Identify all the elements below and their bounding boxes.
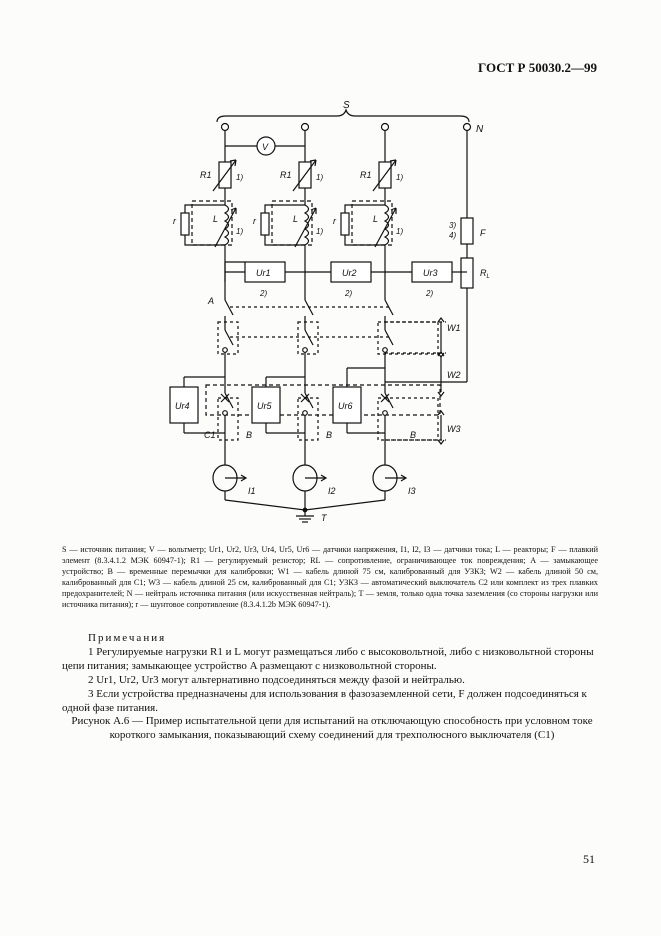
phase-terminal-3 xyxy=(382,124,389,131)
note-item-1: 1 Регулируемые нагрузки R1 и L могут размещаться либо с высоковольтной, либо с низковольтной стороны цепи питания; замыкающее устройство A размещают с низковольтной стороны. xyxy=(62,646,594,672)
fuse-label: F xyxy=(480,228,486,238)
neutral-label: N xyxy=(476,124,484,135)
note-ref-2-b: 2) xyxy=(345,289,353,298)
closing-device-label: A xyxy=(208,296,215,306)
document-header: ГОСТ Р 50030.2—99 xyxy=(478,60,597,75)
sensor-ur3-label: Ur3 xyxy=(423,268,438,278)
reactor-label-1: L xyxy=(213,214,219,224)
notes-title: Примечания xyxy=(88,632,167,644)
earth-label: T xyxy=(321,513,327,523)
earth-symbol xyxy=(296,510,314,522)
phase-terminal-2 xyxy=(302,124,309,131)
jumper-b-lower xyxy=(218,398,238,440)
sensor-ur5-label: Ur5 xyxy=(257,401,272,411)
reactor-label-3: L xyxy=(373,214,379,224)
note-ref-r1-3: 1) xyxy=(396,173,404,182)
jumper-label-1: B xyxy=(246,430,253,440)
current-i3-label: I3 xyxy=(408,486,416,496)
resistor-r1-phase-2 xyxy=(293,160,316,191)
breaker-c1-enclosure xyxy=(206,385,440,415)
figure-caption: Рисунок А.6 — Пример испытательной цепи для испытаний на отключающую способность при условном токе короткого замыкания, показывающий схему соединений для трехполюсного выключателя (C1) xyxy=(71,715,593,741)
jumper-b-lower-3 xyxy=(378,398,438,440)
jumper-b-lower-2 xyxy=(298,398,318,440)
reactor-label-2: L xyxy=(293,214,299,224)
page-number: 51 xyxy=(583,852,595,866)
note-ref-2-c: 2) xyxy=(426,289,434,298)
resistor-r1-phase-1 xyxy=(213,160,236,191)
cable-w3-label: W3 xyxy=(447,424,461,434)
reactor-l-phase-1 xyxy=(181,201,236,247)
resistor-label-2: R1 xyxy=(280,170,292,180)
jumper-b-upper-2 xyxy=(298,322,318,354)
voltmeter-label: V xyxy=(262,142,269,152)
cable-w1-label: W1 xyxy=(447,323,461,333)
sensor-ur6-label: Ur6 xyxy=(338,401,353,411)
note-ref-r1-1: 1) xyxy=(236,173,244,182)
shunt-label-3: r xyxy=(333,216,336,226)
source-label: S xyxy=(343,100,350,111)
jumper-label-3: B xyxy=(410,430,417,440)
neutral-terminal xyxy=(464,124,471,131)
note-item-3: 3 Если устройства предназначены для использования в фазозаземленной сети, F должен подсоединяться к одной фазе питания. xyxy=(62,688,587,714)
cable-w2-label: W2 xyxy=(447,370,461,380)
resistor-label-1: R1 xyxy=(200,170,212,180)
jumper-b-upper xyxy=(218,322,238,354)
fuse-f xyxy=(461,218,473,244)
resistor-label-3: R1 xyxy=(360,170,372,180)
source-brace xyxy=(217,110,469,122)
current-i2-label: I2 xyxy=(328,486,336,496)
resistor-r1-phase-3 xyxy=(373,160,396,191)
scpd-switch xyxy=(223,330,393,352)
breaker-c1 xyxy=(221,393,393,415)
sensor-ur2-label: Ur2 xyxy=(342,268,357,278)
reactor-l-phase-2 xyxy=(261,201,316,247)
sensor-ur4-label: Ur4 xyxy=(175,401,190,411)
breaker-label: C1 xyxy=(204,430,216,440)
shunt-label-2: r xyxy=(253,216,256,226)
note-ref-3: 3) xyxy=(449,221,457,230)
note-item-2: 2 Ur1, Ur2, Ur3 могут альтернативно подсоединяться между фазой и нейтралью. xyxy=(88,674,465,686)
sensor-ur1-label: Ur1 xyxy=(256,268,271,278)
note-ref-l-2: 1) xyxy=(316,227,324,236)
shunt-label-1: r xyxy=(173,216,176,226)
reactor-l-phase-3 xyxy=(341,201,396,247)
notes-section xyxy=(62,631,602,715)
closing-device-a xyxy=(225,300,393,315)
phase-terminal-1 xyxy=(222,124,229,131)
jumper-label-2: B xyxy=(326,430,333,440)
load-resistor-label: $R_L$ xyxy=(480,268,490,280)
diagram-legend: S — источник питания; V — вольтметр; Ur1, Ur2, Ur3, Ur4, Ur5, Ur6 — датчики напряжения, I1, I2, I3 — датчики тока; L — реакторы; F — плавкий элемент (8.3.4.1.2 МЭК 60947-1); R1 — регулируемый резистор; RL — сопротивление, ограничивающее ток повреждения; A — замыкающее устройство; B — временные перемычки для калибровки; W1 — кабель длиной 75 см, калиброванный для УЗКЗ; W2 — кабель длиной 50 см, калиброванный для C1; W3 — кабель длиной 25 см, калиброванный для C1; УЗКЗ — автоматический выключатель C2 или комплект из трех плавких предохранителей; N — нейтраль источника питания (или искусственная нейтраль); T — земля, только одна точка заземления (со стороны нагрузки или источника питания); r — шунтовое сопротивление (8.3.4.1.2b МЭК 60947-1). xyxy=(62,545,598,609)
current-i1-label: I1 xyxy=(248,486,256,496)
note-ref-2-a: 2) xyxy=(260,289,268,298)
note-ref-4: 4) xyxy=(449,231,457,240)
note-ref-l-1: 1) xyxy=(236,227,244,236)
note-ref-l-3: 1) xyxy=(396,227,404,236)
note-ref-r1-2: 1) xyxy=(316,173,324,182)
load-resistor-rl xyxy=(461,258,473,288)
